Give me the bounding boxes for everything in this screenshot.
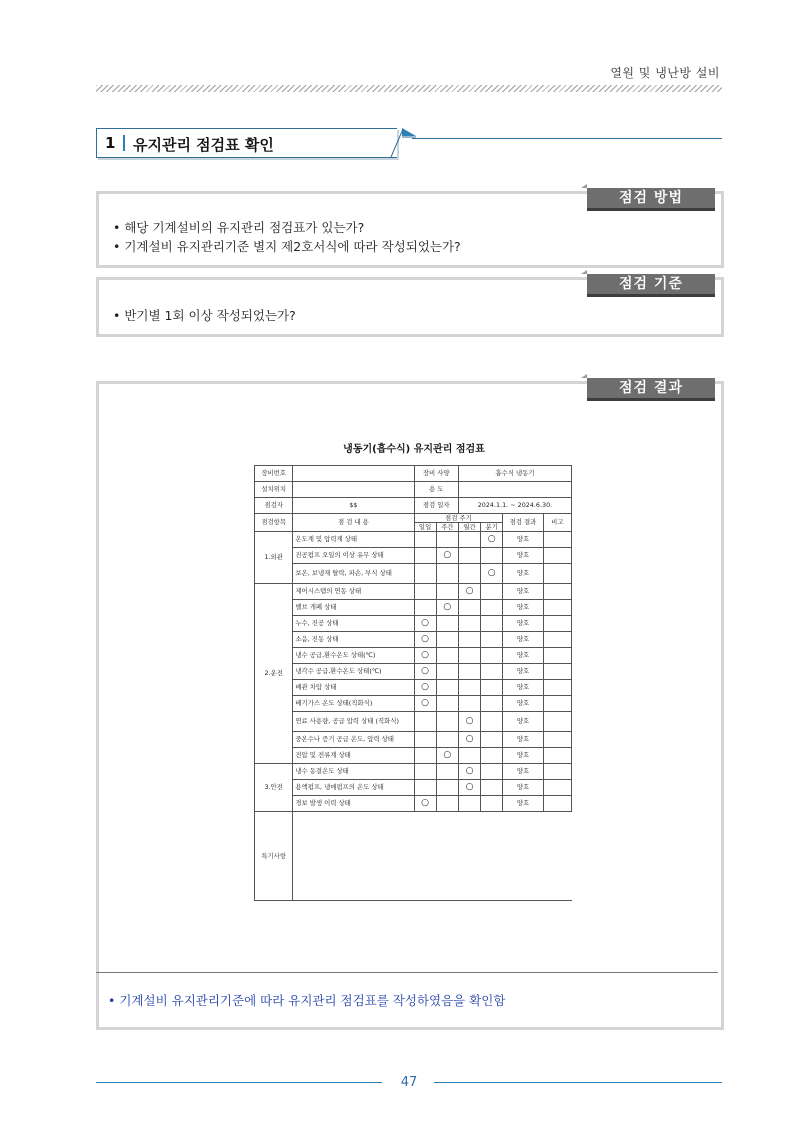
row-note <box>543 680 571 696</box>
row-content: 냉수 동결온도 상태 <box>293 764 414 780</box>
checklist-row <box>255 532 572 548</box>
cycle-cell <box>458 632 480 648</box>
group-name: 1.외관 <box>255 532 293 584</box>
result-tag: 점검 결과 <box>587 378 715 401</box>
remarks-value <box>293 812 572 901</box>
row-note <box>543 616 571 632</box>
section-title-box <box>96 128 397 158</box>
section-title-corner <box>390 128 416 158</box>
row-note <box>543 584 571 600</box>
row-result: 양호 <box>503 564 543 584</box>
head-yearly: 분기 <box>481 523 503 532</box>
date-label: 점검 일자 <box>414 498 458 514</box>
row-content: 온도계 및 압력계 상태 <box>293 532 414 548</box>
row-result: 양호 <box>503 780 543 796</box>
section-title-line <box>412 138 722 139</box>
cycle-cell <box>481 632 503 648</box>
row-content: 보온, 보냉재 탈락, 파손, 부식 상태 <box>293 564 414 584</box>
cycle-mark: ○ <box>458 780 480 796</box>
checklist-title: 냉동기(흡수식) 유지관리 점검표 <box>343 444 485 455</box>
cycle-cell <box>414 584 436 600</box>
checklist-row <box>255 564 572 584</box>
cycle-cell <box>436 712 458 732</box>
cycle-cell <box>436 680 458 696</box>
head-note: 비고 <box>543 514 571 532</box>
row-note <box>543 648 571 664</box>
row-content: 배관 차압 상태 <box>293 680 414 696</box>
conclusion-area <box>96 972 718 1025</box>
footer-line-left <box>96 1082 382 1083</box>
method-bullet-1: • 해당 기계설비의 유지관리 점검표가 있는가? <box>113 218 461 237</box>
cycle-cell <box>436 632 458 648</box>
cycle-cell <box>436 732 458 748</box>
use-value <box>458 482 571 498</box>
head-monthly: 월간 <box>458 523 480 532</box>
cycle-cell <box>436 648 458 664</box>
cycle-cell <box>414 748 436 764</box>
cycle-cell <box>458 796 480 812</box>
cycle-cell <box>436 584 458 600</box>
checklist-row <box>255 664 572 680</box>
row-result: 양호 <box>503 600 543 616</box>
row-note <box>543 548 571 564</box>
row-note <box>543 796 571 812</box>
cycle-cell <box>414 600 436 616</box>
cycle-mark: ○ <box>414 664 436 680</box>
cycle-cell <box>436 564 458 584</box>
cycle-mark: ○ <box>414 616 436 632</box>
equip-no-value <box>293 466 414 482</box>
row-note <box>543 732 571 748</box>
row-result: 양호 <box>503 648 543 664</box>
remarks-row <box>255 812 572 901</box>
head-cycle: 점검 주기 <box>414 514 503 523</box>
checklist-row <box>255 712 572 732</box>
cycle-cell <box>481 616 503 632</box>
checklist-row <box>255 796 572 812</box>
row-content: 누수, 진공 상태 <box>293 616 414 632</box>
method-bullets <box>113 218 461 256</box>
checklist-table <box>254 465 572 901</box>
row-result: 양호 <box>503 696 543 712</box>
row-content: 진공펌프 오일의 이상 유무 상태 <box>293 548 414 564</box>
row-note <box>543 600 571 616</box>
checklist-row <box>255 548 572 564</box>
cycle-cell <box>414 712 436 732</box>
use-label: 용 도 <box>414 482 458 498</box>
row-result: 양호 <box>503 664 543 680</box>
checklist-document <box>254 440 574 901</box>
row-content: 냉수 공급,환수온도 상태(℃) <box>293 648 414 664</box>
cycle-cell <box>458 548 480 564</box>
row-result: 양호 <box>503 796 543 812</box>
row-result: 양호 <box>503 732 543 748</box>
row-result: 양호 <box>503 748 543 764</box>
row-note <box>543 764 571 780</box>
row-content: 소음, 진동 상태 <box>293 632 414 648</box>
cycle-cell <box>481 732 503 748</box>
checklist-row <box>255 616 572 632</box>
cycle-mark: ○ <box>458 764 480 780</box>
head-weekly: 주간 <box>436 523 458 532</box>
cycle-cell <box>458 664 480 680</box>
checklist-row <box>255 680 572 696</box>
equip-no-label: 장비번호 <box>255 466 293 482</box>
criteria-box <box>96 277 724 337</box>
cycle-cell <box>481 796 503 812</box>
header-hatch-divider <box>96 85 722 92</box>
method-tag: 점검 방법 <box>587 188 715 211</box>
cycle-cell <box>481 712 503 732</box>
row-note <box>543 632 571 648</box>
method-bullet-2: • 기계설비 유지관리기준 별지 제2호서식에 따라 작성되었는가? <box>113 237 461 256</box>
cycle-mark: ○ <box>414 632 436 648</box>
cycle-mark: ○ <box>436 600 458 616</box>
section-bar <box>123 135 125 151</box>
cycle-mark: ○ <box>414 796 436 812</box>
row-content: 중온수나 증기 공급 온도, 압력 상태 <box>293 732 414 748</box>
criteria-tag: 점검 기준 <box>587 274 715 297</box>
cycle-cell <box>458 748 480 764</box>
checklist-row <box>255 764 572 780</box>
spec-label: 장비 사양 <box>414 466 458 482</box>
row-note <box>543 696 571 712</box>
cycle-cell <box>414 764 436 780</box>
section-number: 1 <box>105 134 116 152</box>
cycle-cell <box>436 764 458 780</box>
cycle-cell <box>458 680 480 696</box>
row-note <box>543 564 571 584</box>
checklist-row <box>255 732 572 748</box>
group-name: 2.운전 <box>255 584 293 764</box>
cycle-cell <box>458 532 480 548</box>
cycle-cell <box>414 548 436 564</box>
row-result: 양호 <box>503 632 543 648</box>
location-value <box>293 482 414 498</box>
cycle-mark: ○ <box>481 532 503 548</box>
cycle-cell <box>481 600 503 616</box>
cycle-cell <box>481 696 503 712</box>
row-content: 제어시스템의 연동 상태 <box>293 584 414 600</box>
cycle-cell <box>481 764 503 780</box>
row-content: 경보 발생 이력 상태 <box>293 796 414 812</box>
cycle-cell <box>436 616 458 632</box>
row-result: 양호 <box>503 616 543 632</box>
cycle-cell <box>436 780 458 796</box>
cycle-cell <box>481 648 503 664</box>
cycle-cell <box>436 696 458 712</box>
row-result: 양호 <box>503 584 543 600</box>
spec-value: 흡수식 냉동기 <box>458 466 571 482</box>
checklist-row <box>255 748 572 764</box>
cycle-mark: ○ <box>436 548 458 564</box>
cycle-cell <box>414 564 436 584</box>
page-number: 47 <box>400 1075 418 1090</box>
cycle-cell <box>458 600 480 616</box>
row-note <box>543 664 571 680</box>
cycle-cell <box>458 564 480 584</box>
row-content: 배기가스 온도 상태(직화식) <box>293 696 414 712</box>
cycle-mark: ○ <box>458 712 480 732</box>
row-result: 양호 <box>503 548 543 564</box>
row-result: 양호 <box>503 532 543 548</box>
cycle-cell <box>481 548 503 564</box>
cycle-cell <box>458 648 480 664</box>
row-result: 양호 <box>503 764 543 780</box>
inspector-label: 점검자 <box>255 498 293 514</box>
cycle-mark: ○ <box>436 748 458 764</box>
row-note <box>543 532 571 548</box>
checklist-row <box>255 584 572 600</box>
cycle-mark: ○ <box>414 648 436 664</box>
cycle-cell <box>414 780 436 796</box>
remarks-label: 특기사항 <box>255 812 293 901</box>
row-note <box>543 712 571 732</box>
cycle-cell <box>414 532 436 548</box>
row-note <box>543 748 571 764</box>
head-item: 점검항목 <box>255 514 293 532</box>
cycle-mark: ○ <box>458 584 480 600</box>
criteria-bullet-1: • 반기별 1회 이상 작성되었는가? <box>113 306 296 325</box>
row-note <box>543 780 571 796</box>
row-result: 양호 <box>503 680 543 696</box>
cycle-mark: ○ <box>414 696 436 712</box>
row-content: 용액펌프, 냉매펌프의 온도 상태 <box>293 780 414 796</box>
cycle-mark: ○ <box>481 564 503 584</box>
running-header: 열원 및 냉난방 설비 <box>610 66 720 80</box>
cycle-cell <box>458 696 480 712</box>
head-result: 점검 결과 <box>503 514 543 532</box>
cycle-cell <box>481 780 503 796</box>
cycle-cell <box>458 616 480 632</box>
cycle-mark: ○ <box>458 732 480 748</box>
criteria-bullets <box>113 306 296 325</box>
row-content: 전압 및 전류계 상태 <box>293 748 414 764</box>
footer-line-right <box>434 1082 722 1083</box>
row-content: 밸브 개폐 상태 <box>293 600 414 616</box>
row-content: 연료 사용량, 공급 압력 상태 (직화식) <box>293 712 414 732</box>
inspector-value: $$ <box>293 498 414 514</box>
head-daily: 일일 <box>414 523 436 532</box>
cycle-cell <box>436 532 458 548</box>
date-value: 2024.1.1. ~ 2024.6.30. <box>458 498 571 514</box>
checklist-row <box>255 696 572 712</box>
method-box <box>96 191 724 268</box>
checklist-row <box>255 780 572 796</box>
cycle-cell <box>481 664 503 680</box>
row-content: 냉각수 공급,환수온도 상태(℃) <box>293 664 414 680</box>
checklist-row <box>255 632 572 648</box>
location-label: 설치위치 <box>255 482 293 498</box>
section-title: 유지관리 점검표 확인 <box>133 136 274 154</box>
cycle-cell <box>481 680 503 696</box>
group-name: 3.안전 <box>255 764 293 812</box>
cycle-cell <box>481 584 503 600</box>
checklist-row <box>255 648 572 664</box>
cycle-cell <box>481 748 503 764</box>
cycle-cell <box>414 732 436 748</box>
row-result: 양호 <box>503 712 543 732</box>
cycle-mark: ○ <box>414 680 436 696</box>
cycle-cell <box>436 796 458 812</box>
checklist-row <box>255 600 572 616</box>
cycle-cell <box>436 664 458 680</box>
conclusion-text: • 기계설비 유지관리기준에 따라 유지관리 점검표를 작성하였음을 확인함 <box>108 993 506 1008</box>
head-content: 점 검 내 용 <box>293 514 414 532</box>
